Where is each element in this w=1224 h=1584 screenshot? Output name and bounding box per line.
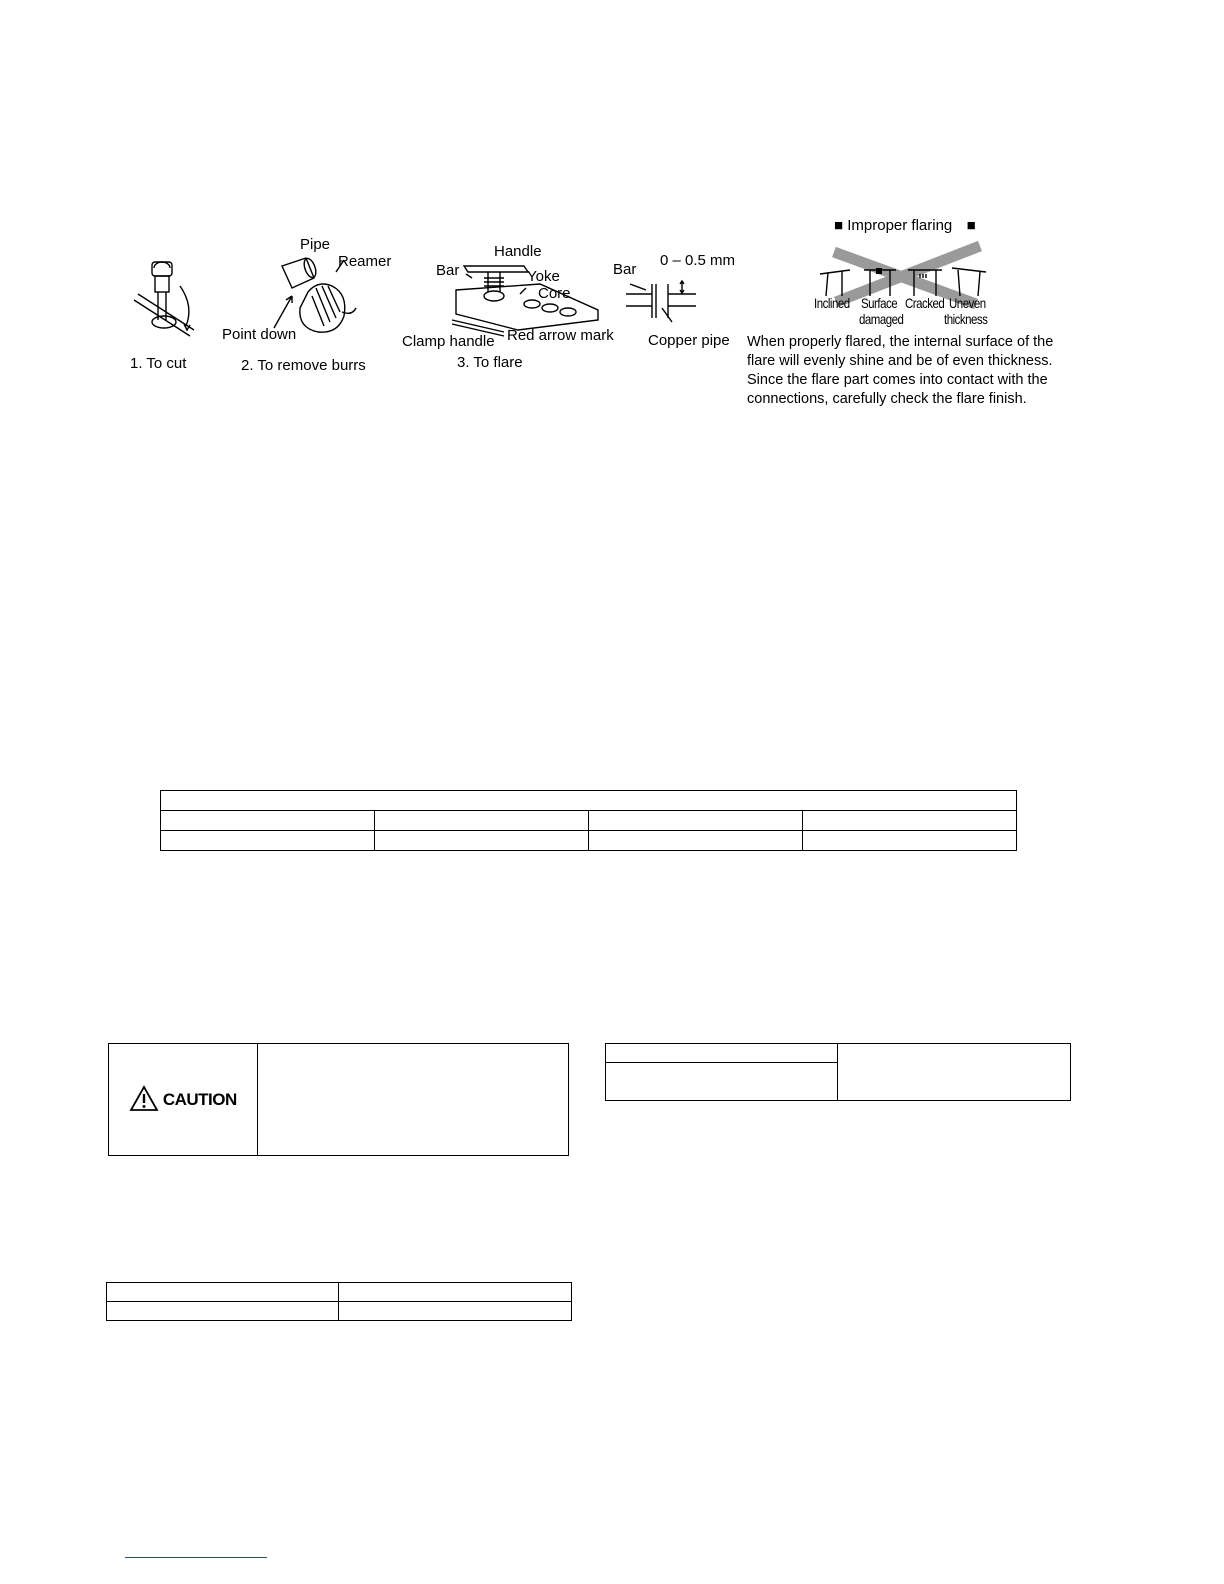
- point-down-arrow: [270, 290, 300, 330]
- defect-cracked: Cracked: [905, 295, 945, 311]
- table-row: [161, 831, 1017, 851]
- caution-label-cell: [109, 1044, 258, 1156]
- flare-dimension-illustration: [626, 272, 696, 328]
- note-line-1: When properly flared, the internal surface of the: [747, 334, 1054, 350]
- clamp-handle-label: Clamp handle: [402, 333, 495, 350]
- table-cell: [107, 1283, 339, 1302]
- point-down-label: Point down: [222, 326, 297, 343]
- table-cell: [161, 831, 375, 851]
- handle-label: Handle: [494, 243, 542, 260]
- step2-caption: 2. To remove burrs: [241, 357, 366, 374]
- defect-thickness: thickness: [944, 311, 988, 327]
- improper-flare-shapes: [816, 240, 996, 300]
- table-row: [109, 1044, 569, 1156]
- improper-flaring-title: Improper flaring: [847, 217, 953, 234]
- caution-label: CAUTION: [162, 1089, 237, 1109]
- table-cell: [838, 1044, 1071, 1101]
- pipe-cutter-illustration: [128, 258, 198, 348]
- bar-label-2: Bar: [613, 261, 637, 278]
- improper-flaring-title-row: [834, 217, 976, 234]
- copper-pipe-label: Copper pipe: [648, 332, 730, 349]
- dimension-label: 0 – 0.5 mm: [660, 252, 736, 269]
- spec-table-3: [106, 1282, 572, 1321]
- table-row: [161, 811, 1017, 831]
- pipe-label: Pipe: [300, 236, 331, 253]
- table-row: [107, 1283, 572, 1302]
- flaring-tool-illustration: [448, 258, 608, 338]
- table-cell: [161, 791, 1017, 811]
- table-cell: [589, 831, 803, 851]
- table-cell: [606, 1044, 838, 1063]
- flare-finish-note: [747, 333, 1077, 409]
- table-row: [161, 791, 1017, 811]
- marker-left: ■: [834, 217, 844, 234]
- step3-caption: 3. To flare: [457, 354, 523, 371]
- warning-triangle-icon: [129, 1085, 159, 1115]
- defect-inclined: Inclined: [814, 295, 850, 311]
- table-cell: [589, 811, 803, 831]
- table-row: [107, 1302, 572, 1321]
- caution-text-cell: [258, 1044, 569, 1156]
- marker-right: ■: [966, 217, 976, 234]
- reamer-label: Reamer: [338, 253, 392, 270]
- spec-table-1: [160, 790, 1017, 851]
- defect-damaged: damaged: [859, 311, 904, 327]
- table-cell: [375, 811, 589, 831]
- red-arrow-mark-label: Red arrow mark: [507, 327, 614, 344]
- table-cell: [375, 831, 589, 851]
- table-cell: [606, 1063, 838, 1101]
- step1-caption: 1. To cut: [130, 355, 187, 372]
- note-line-2: flare will evenly shine and be of even thickness.: [747, 353, 1053, 369]
- spec-table-2: [605, 1043, 1071, 1101]
- defect-uneven: Uneven: [949, 295, 986, 311]
- note-line-3: Since the flare part comes into contact with the: [747, 372, 1048, 388]
- footer-link-underline[interactable]: [125, 1557, 267, 1558]
- table-cell: [107, 1302, 339, 1321]
- table-cell: [803, 831, 1017, 851]
- table-cell: [339, 1302, 572, 1321]
- table-cell: [803, 811, 1017, 831]
- core-label: Core: [538, 285, 571, 302]
- note-line-4: connections, carefully check the flare finish.: [747, 391, 1027, 407]
- bar-label: Bar: [436, 262, 460, 279]
- caution-box: [108, 1043, 569, 1156]
- table-row: [606, 1044, 1071, 1063]
- yoke-label: Yoke: [527, 268, 560, 285]
- defect-surface: Surface: [861, 295, 898, 311]
- table-cell: [339, 1283, 572, 1302]
- table-cell: [161, 811, 375, 831]
